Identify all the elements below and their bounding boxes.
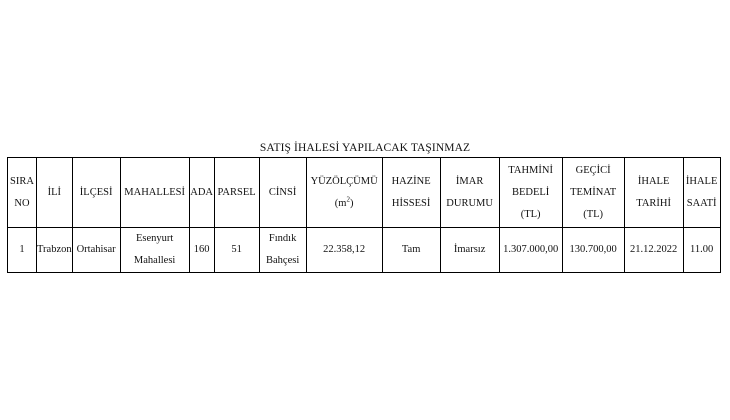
- header-ihale-tarihi: İHALE TARİHİ: [624, 158, 683, 228]
- cell-hazine-hissesi: Tam: [382, 228, 440, 273]
- table-header-row: [8, 158, 721, 228]
- cell-mahallesi: Esenyurt Mahallesi: [120, 228, 189, 273]
- header-hazine-hissesi: HAZİNE HİSSESİ: [382, 158, 440, 228]
- document-title: SATIŞ İHALESİ YAPILACAK TAŞINMAZ: [259, 142, 471, 154]
- property-sale-table: [7, 157, 721, 273]
- header-yuzolcumu: YÜZÖLÇÜMÜ $(m^2)$: [306, 158, 382, 228]
- header-cinsi: CİNSİ: [259, 158, 306, 228]
- header-ili: İLİ: [37, 158, 73, 228]
- header-ilcesi: İLÇESİ: [72, 158, 120, 228]
- header-parsel: PARSEL: [214, 158, 259, 228]
- header-gecici-teminat: GEÇİCİ TEMİNAT (TL): [562, 158, 624, 228]
- cell-ada: 160: [189, 228, 214, 273]
- cell-yuzolcumu: 22.358,12: [306, 228, 382, 273]
- header-ada: ADA: [189, 158, 214, 228]
- cell-ihale-saati: 11.00: [683, 228, 720, 273]
- cell-parsel: 51: [214, 228, 259, 273]
- cell-sira: 1: [8, 228, 37, 273]
- table-row: [8, 228, 721, 273]
- header-mahallesi: MAHALLESİ: [120, 158, 189, 228]
- cell-gecici-teminat: 130.700,00: [562, 228, 624, 273]
- cell-tahmini-bedeli: 1.307.000,00: [499, 228, 562, 273]
- cell-ihale-tarihi: 21.12.2022: [624, 228, 683, 273]
- header-tahmini-bedeli: TAHMİNİ BEDELİ (TL): [499, 158, 562, 228]
- header-sira-no: SIRA NO: [8, 158, 37, 228]
- cell-ili: Trabzon: [37, 228, 73, 273]
- header-ihale-saati: İHALE SAATİ: [683, 158, 720, 228]
- header-imar-durumu: İMAR DURUMU: [440, 158, 499, 228]
- cell-imar-durumu: İmarsız: [440, 228, 499, 273]
- cell-ilcesi: Ortahisar: [72, 228, 120, 273]
- cell-cinsi: Fındık Bahçesi: [259, 228, 306, 273]
